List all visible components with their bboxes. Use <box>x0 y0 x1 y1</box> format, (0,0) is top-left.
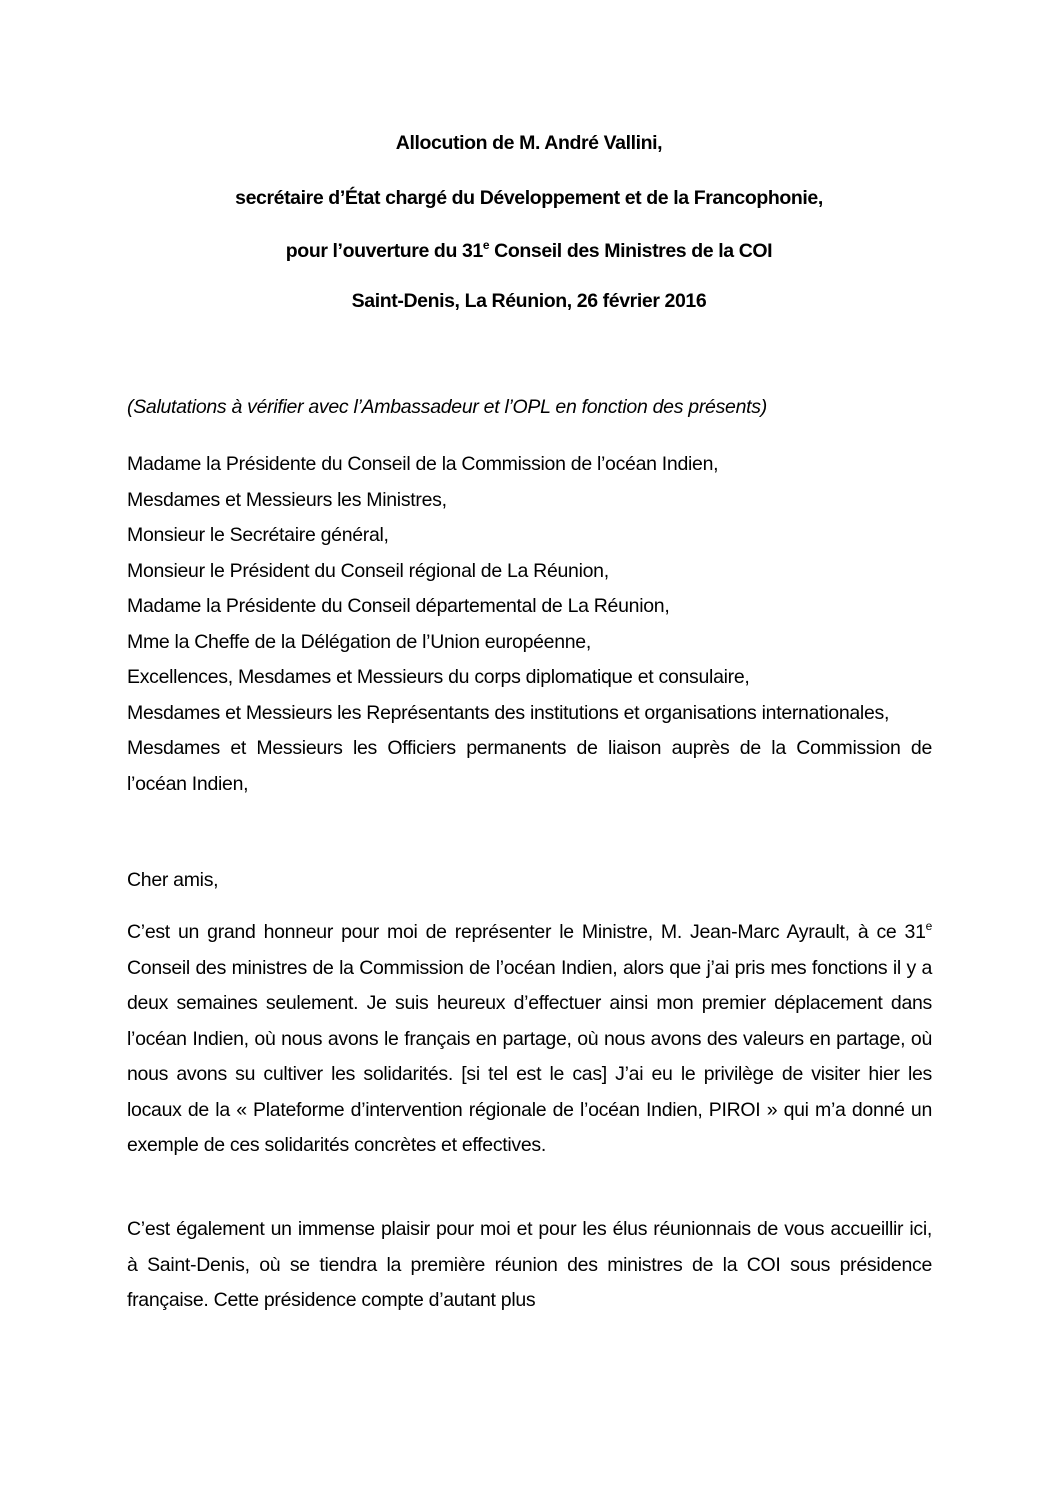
greeting-line: Monsieur le Président du Conseil régional de La Réunion, <box>127 559 609 582</box>
greeting-line: Madame la Présidente du Conseil de la Commission de l’océan Indien, <box>127 453 719 475</box>
place-and-date: Saint-Denis, La Réunion, 26 février 2016 <box>351 290 707 312</box>
event-title-end: Conseil des Ministres de la COI <box>489 240 773 262</box>
paragraph-1 <box>127 915 932 1164</box>
ordinal-superscript: e <box>925 919 932 933</box>
ordinal-superscript: e <box>482 238 490 252</box>
paragraph-2: C’est également un immense plaisir pour moi et pour les élus réunionnais de vous accueillir ici, à Saint-Denis, où se tiendra la première réunion des ministres de la COI sous présidence française. Cette présidence compte d’autant plus <box>127 1218 932 1311</box>
salutation-note: (Salutations à vérifier avec l’Ambassadeur et l’OPL en fonction des présents) <box>127 396 767 418</box>
greeting-line: Excellences, Mesdames et Messieurs du corps diplomatique et consulaire, <box>127 666 750 688</box>
salutation: Cher amis, <box>127 869 219 891</box>
greetings-list <box>127 447 932 802</box>
paragraph-1-end: Conseil des ministres de la Commission de l’océan Indien, alors que j’ai pris mes fonctions il y a deux semaines seulement. Je suis heureux d’effectuer ainsi mon premier déplacement dans l’océan Indien, où nous avons le français en partage, où nous avons des valeurs en partage, où nous avons su cultiver les solidarités. [si tel est le cas] J’ai eu le privilège de visiter hier les locaux de la « Plateforme d’intervention régionale de l’océan Indien, PIROI » qui m’a donné un exemple de ces solidarités concrètes et effectives. <box>127 956 932 1156</box>
greeting-line: Monsieur le Secrétaire général, <box>127 524 389 546</box>
greeting-line: Mesdames et Messieurs les Officiers permanents de liaison auprès de la Commission de l’océan Indien, <box>127 737 932 795</box>
greeting-line: Mesdames et Messieurs les Ministres, <box>127 488 447 511</box>
paragraph-1-start: C’est un grand honneur pour moi de représenter le Ministre, M. Jean-Marc Ayrault, à ce 31 <box>127 921 926 943</box>
event-title-start: pour l’ouverture du 31 <box>285 240 483 262</box>
speech-title: Allocution de M. André Vallini, <box>395 132 663 154</box>
event-title <box>0 240 1058 263</box>
greeting-line: Mme la Cheffe de la Délégation de l’Union européenne, <box>127 630 591 653</box>
speaker-role: secrétaire d’État chargé du Développement et de la Francophonie, <box>235 187 823 209</box>
greeting-line: Madame la Présidente du Conseil départemental de La Réunion, <box>127 595 670 617</box>
greeting-line: Mesdames et Messieurs les Représentants des institutions et organisations internationales, <box>127 701 890 724</box>
